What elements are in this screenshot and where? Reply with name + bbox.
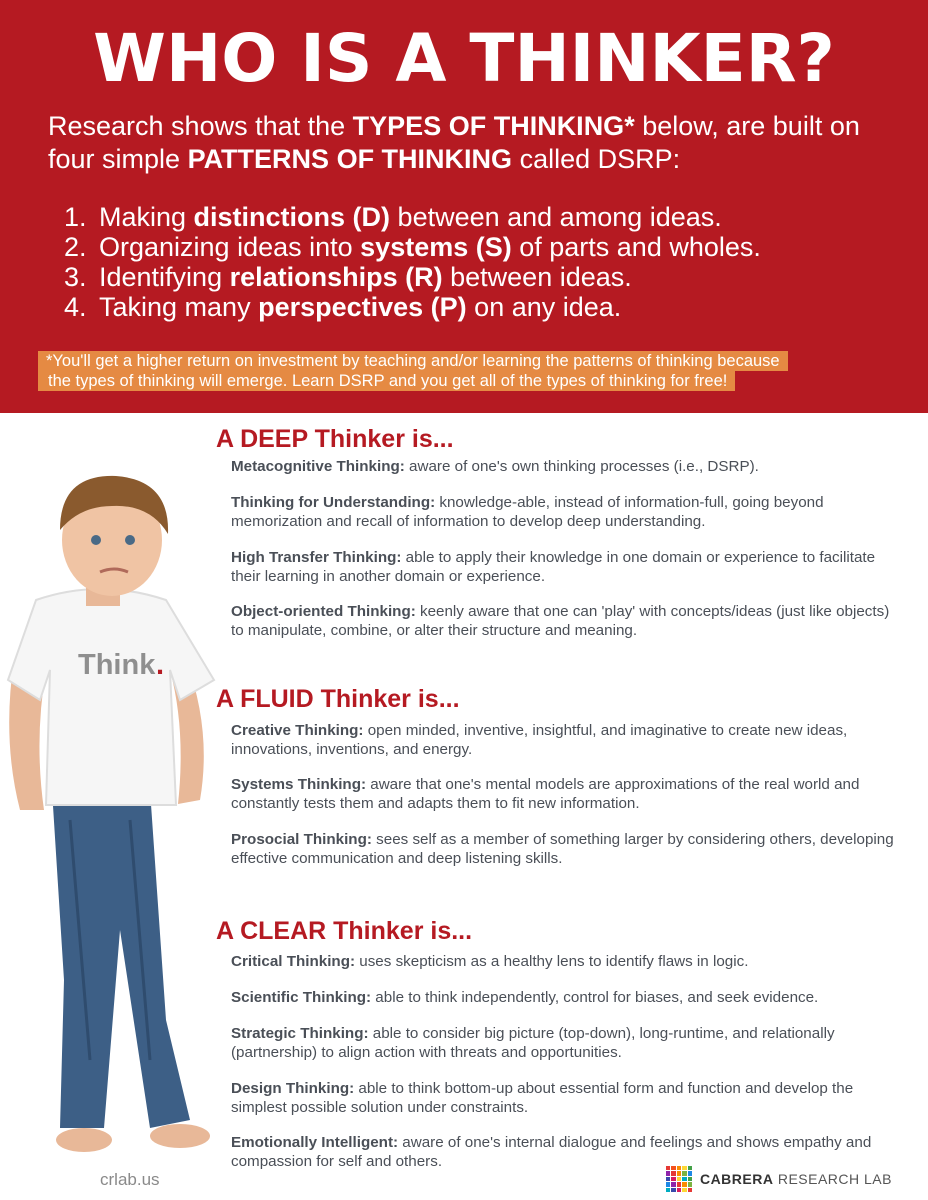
deep-item: Object-oriented Thinking: keenly aware that one can 'play' with concepts/ideas (just like objects) to manipulate, combine, or alter their structure and meaning. (231, 603, 890, 639)
header-banner (0, 0, 928, 413)
shirt-text: Think (78, 649, 156, 681)
fluid-item: Prosocial Thinking: sees self as a member of something larger by considering others, developing effective communication and deep listening skills. (231, 831, 894, 867)
shirt-dot: . (156, 649, 165, 681)
note-line-1: *You'll get a higher return on investment by teaching and/or learning the patterns of thinking because (38, 351, 788, 371)
clear-item: Strategic Thinking: able to consider big picture (top-down), long-runtime, and relationally (partnership) to align action with threats and opportunities. (231, 1025, 835, 1061)
fluid-section-title: A FLUID Thinker is... (216, 685, 460, 713)
pattern-item: 2. Organizing ideas into systems (S) of parts and wholes. (64, 232, 761, 262)
logo-grid-icon (666, 1166, 692, 1192)
clear-item: Design Thinking: able to think bottom-up about essential form and function and develop the simplest possible solution under constraints. (231, 1080, 854, 1116)
intro-text: Research shows that the TYPES OF THINKING* below, are built on four simple PATTERNS OF THINKING called DSRP: (48, 111, 860, 174)
clear-section-title: A CLEAR Thinker is... (216, 917, 473, 945)
deep-item: Metacognitive Thinking: aware of one's own thinking processes (i.e., DSRP). (231, 458, 759, 475)
roi-note (38, 351, 878, 391)
clear-item: Critical Thinking: uses skepticism as a healthy lens to identify flaws in logic. (231, 953, 749, 970)
dsrp-pattern-list (64, 202, 904, 322)
deep-section-title: A DEEP Thinker is... (216, 425, 454, 453)
deep-item: High Transfer Thinking: able to apply their knowledge in one domain or experience to facilitate their learning in another domain or experience. (231, 549, 876, 585)
clear-item: Emotionally Intelligent: aware of one's internal dialogue and feelings and shows empathy and compassion for self and others. (231, 1134, 872, 1170)
cabrera-research-lab-logo (666, 1166, 892, 1192)
pattern-item: 3. Identifying relationships (R) between ideas. (64, 262, 632, 292)
fluid-item: Systems Thinking: aware that one's mental models are approximations of the real world and constantly tests them and adapts them to fit new information. (231, 776, 860, 812)
fluid-item: Creative Thinking: open minded, inventive, insightful, and imaginative to create new ideas, innovations, inventions, and energy. (231, 722, 848, 758)
logo-text: CABRERA RESEARCH LAB (699, 1170, 892, 1187)
pattern-item: 4. Taking many perspectives (P) on any idea. (64, 292, 622, 322)
deep-item: Thinking for Understanding: knowledge-able, instead of information-full, going beyond memorization and recall of information to develop deep understanding. (231, 494, 824, 530)
page-title: WHO IS A THINKER? (93, 20, 835, 97)
note-line-2: the types of thinking will emerge. Learn DSRP and you get all of the types of thinking for free! (38, 371, 735, 391)
clear-item: Scientific Thinking: able to think independently, control for biases, and seek evidence. (231, 989, 819, 1006)
site-url: crlab.us (100, 1170, 160, 1189)
kid-illustration (0, 460, 240, 1180)
pattern-item: 1. Making distinctions (D) between and among ideas. (64, 202, 722, 232)
